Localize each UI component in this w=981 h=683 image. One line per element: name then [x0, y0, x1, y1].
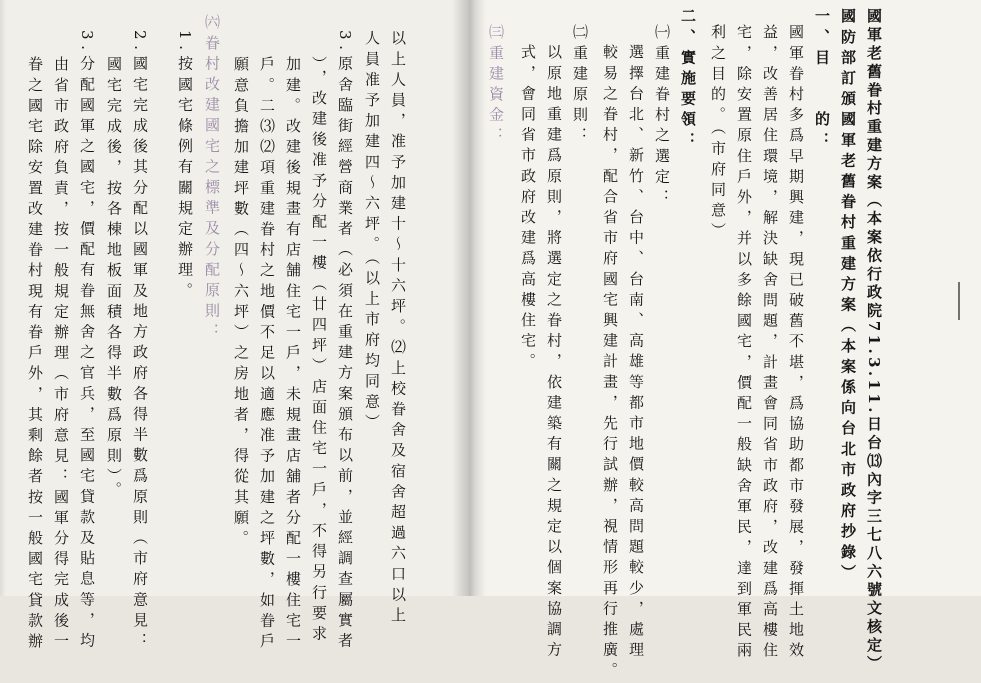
sub1-para-1: 選擇台北、新竹、台中、台南、高雄等都市地價較高問題較少，處理 [627, 44, 645, 662]
sub2-para-2: 式，會同省市政府改建爲高樓住宅。 [519, 44, 537, 374]
left-col-9: 1.按國宅條例有關規定辦理。 [176, 30, 194, 303]
left-col-4: ），改建後准予分配一樓（廿四坪）店面住宅一戶，不得另行要求 [310, 56, 328, 646]
sec1-para-3: 宅，除安置原住戶外，并以多餘國宅，價配一般缺舍軍民，達到軍民兩 [735, 24, 753, 663]
sec1-para-4: 利之目的。（市府同意） [709, 24, 727, 244]
left-col-5: 加建。改建後規畫有店舗住宅一戶，未規畫店舖者分配一樓住宅一 [284, 56, 302, 654]
sec1-heading: 一、目 的： [813, 8, 831, 153]
sub2-heading: ㈡重建原則： [571, 24, 589, 148]
left-col-12: 3.分配國軍之國宅，價配有眷無舍之官兵，至國宅貸款及貼息等，均 [78, 30, 96, 653]
left-col-10: 2.國宅完成後其分配以國軍及地方政府各得半數爲原則（市府意見： [131, 30, 149, 653]
left-col-7: 願意負擔加建坪數（四～六坪）之房地者，得從其願。 [232, 56, 250, 551]
sub3-heading: ㈢重建資金： [487, 24, 505, 148]
sec2-heading: 二、實施要領： [679, 8, 697, 153]
left-col-1: 以上人員，准予加建十～十六坪。⑵上校眷舍及宿舍超過六口以上 [389, 30, 407, 628]
left-col-13: 由省市政府負責，按一般規定辦理（市府意見：國軍分得完成後一 [52, 56, 70, 654]
sub1-heading: ㈠重建眷村之選定： [653, 24, 671, 210]
left-col-8-heading: ㈥眷村改建國宅之標準及分配原則： [203, 14, 221, 344]
left-col-3: 3.原舍臨街經營商業者（必須在重建方案頒布以前，並經調查屬實者 [336, 30, 354, 653]
sec1-para-2: 益，改善居住環境，解決缺舍問題，計畫會同省市政府，改建爲高樓住 [761, 24, 779, 663]
right-title-1: 國軍老舊眷村重建方案（本案依行政院71.3.11.日台⒀內字三七八六號文核定） [865, 8, 883, 674]
page-edge-shadow [0, 0, 6, 596]
left-col-14: 眷之國宅除安置改建眷村現有眷戶外，其剩餘者按一般國宅貸款辦 [26, 56, 44, 654]
right-page [468, 0, 981, 683]
left-col-2: 人員准予加建四～六坪。（以上市府均同意） [363, 30, 381, 435]
page-edge-mark [958, 282, 960, 320]
left-page [0, 0, 468, 654]
sub1-para-2: 較易之眷村，配合省市府國宅興建計畫，先行試辦，視情形再行推廣。 [601, 44, 619, 683]
right-title-2: 國防部訂頒國軍老舊眷村重建方案（本案係向台北市政府抄錄） [839, 8, 857, 585]
sub2-para-1: 以原地重建爲原則，將選定之眷村，依建築有關之規定以個案協調方 [545, 44, 563, 662]
sec1-para-1: 國軍眷村多爲早期興建，現已破舊不堪，爲協助都市發展，發揮土地效 [787, 24, 805, 663]
left-col-6: 戶。二⑶⑵項重建眷村之地價不足以適應准予加建之坪數，如眷戶 [258, 56, 276, 654]
left-col-11: 國宅完成後，按各棟地板面積各得半數爲原則）。 [105, 56, 123, 502]
